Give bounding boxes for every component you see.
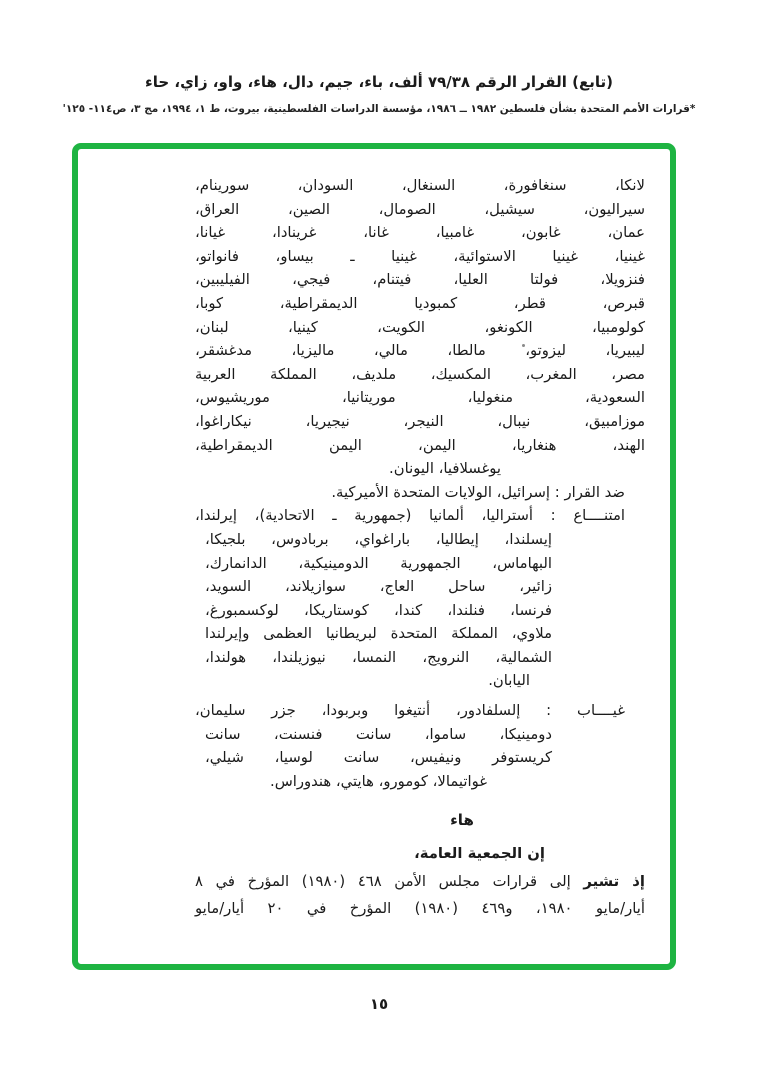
source-footnote: *قرارات الأمم المتحدة بشأن فلسطين ١٩٨٢ ــ ١٩٨٦، مؤسسة الدراسات الفلسطينية، بيروت، ط ١، ١٩٩٤، مج ٣، ص١١٤- ١٢٥': [62, 103, 696, 115]
abstain-line: الشمالية، النرويج، النمسا، نيوزيلندا، هولندا،: [205, 648, 552, 666]
country-list-line: سيراليون، سيشيل، الصومال، الصين، العراق،: [195, 200, 645, 218]
abstain-first-line: أستراليا، ألمانيا (جمهورية ـ الاتحادية)، إيرلندا،: [195, 507, 533, 525]
abstain-block: [195, 504, 645, 693]
preamble-paragraph: [195, 868, 645, 923]
abstain-line: ملاوي، المملكة المتحدة لبريطانيا العظمى وإيرلندا: [205, 625, 552, 643]
abstain-label: امتنــــاع: [573, 507, 625, 525]
resolution-title: (تابع) القرار الرقم ٧٩/٣٨ ألف، باء، جيم، دال، هاء، واو، زاي، حاء: [145, 73, 613, 91]
abstain-line: فرنسا، فنلندا، كندا، كوستاريكا، لوكسمبورغ،: [205, 601, 552, 619]
absent-block: [195, 699, 645, 793]
abstain-last-line: اليابان.: [488, 672, 530, 690]
abstain-continuation: [195, 528, 645, 670]
country-list-line: لانكا، سنغافورة، السنغال، السودان، سورينام،: [195, 177, 645, 194]
absent-line: كريستوفر ونيفيس، سانت لوسيا، شيلي،: [205, 749, 552, 767]
country-list-line: موزامبيق، نيبال، النيجر، نيجيريا، نيكاراغوا،: [195, 412, 645, 430]
country-list-line: فنزويلا، فولتا العليا، فيتنام، فيجي، الفيليبين،: [195, 271, 645, 289]
assembly-intro: إن الجمعية العامة،: [414, 845, 545, 863]
country-list-last-line: يوغسلافيا، اليونان.: [389, 460, 501, 478]
vote-against-label: ضد القرار: [564, 483, 625, 501]
country-list-line: عمان، غابون، غامبيا، غانا، غرينادا، غيانا،: [195, 224, 645, 242]
absent-first-line: إلسلفادور، أنتيغوا وبربودا، جزر سليمان،: [195, 702, 521, 720]
abstain-first-row: [195, 504, 645, 528]
preamble-line-1-rest: إلى قرارات مجلس الأمن ٤٦٨ (١٩٨٠) المؤرخ في ٨: [195, 872, 571, 890]
absent-continuation: [195, 723, 645, 770]
colon-separator: :: [546, 702, 552, 720]
section-heading-haa: هاء: [450, 811, 474, 830]
with-vote-country-list: [195, 174, 645, 481]
abstain-line: إيسلندا، إيطاليا، باراغواي، بربادوس، بلجيكا،: [205, 530, 552, 548]
absent-label: غيــــاب: [577, 702, 625, 720]
abstain-line: زائير، ساحل العاج، سوازيلاند، السويد،: [205, 578, 552, 596]
page-number: ١٥: [369, 995, 389, 1013]
preamble-line-1: [195, 868, 645, 896]
vote-against-row: [195, 481, 645, 505]
country-list-line: غينيا، غينيا الاستوائية، غينيا ـ بيساو، فانواتو،: [195, 247, 645, 265]
preamble-lead: إذ تشير: [583, 872, 645, 890]
resolution-text-block: [195, 174, 645, 923]
country-list-line: الهند، هنغاريا، اليمن، اليمن الديمقراطية،: [195, 436, 645, 454]
colon-separator: :: [550, 507, 556, 525]
country-list-line: ليبيريا، ليزوتو، مالطا، مالي، ماليزيا، مدغشقر،: [195, 342, 645, 360]
preamble-line-2: أيار/مايو ١٩٨٠، و٤٦٩ (١٩٨٠) المؤرخ في ٢٠ أيار/مايو: [195, 900, 645, 918]
country-list-line: كولومبيا، الكونغو، الكويت، كينيا، لبنان،: [195, 318, 645, 336]
country-list-line: السعودية، منغوليا، موريتانيا، موريشيوس،: [195, 389, 645, 407]
vote-against-countries: إسرائيل، الولايات المتحدة الأميركية.: [331, 483, 550, 501]
country-list-line: قبرص، قطر، كمبوديا الديمقراطية، كوبا،: [195, 294, 645, 312]
colon-separator: :: [554, 483, 560, 501]
abstain-line: البهاماس، الجمهورية الدومينيكية، الدانمارك،: [205, 554, 552, 572]
absent-line: دومينيكا، ساموا، سانت فنسنت، سانت: [205, 725, 552, 743]
absent-last-line: غواتيمالا، كومورو، هايتي، هندوراس.: [270, 772, 487, 790]
absent-first-row: [195, 699, 645, 723]
country-list-line: مصر، المغرب، المكسيك، ملديف، المملكة العربية: [195, 365, 645, 383]
